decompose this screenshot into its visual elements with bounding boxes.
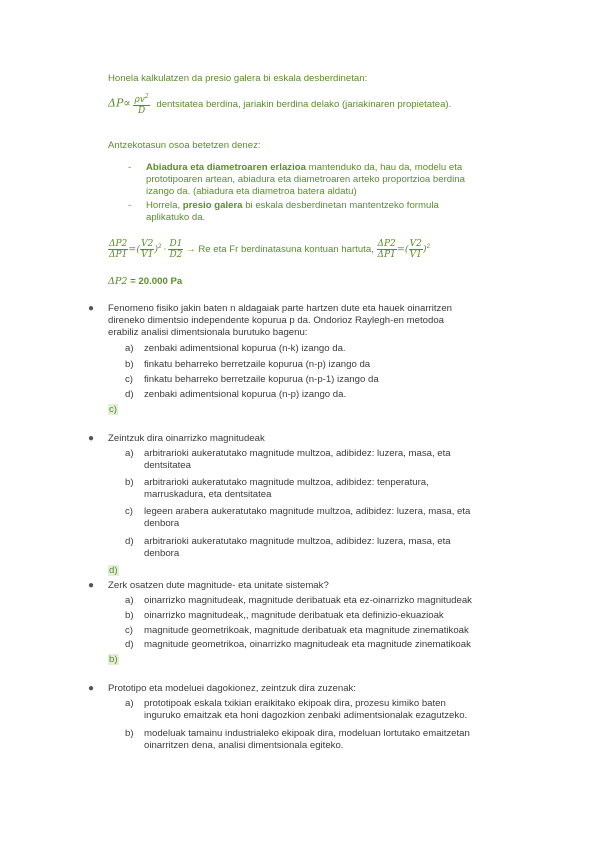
- dash-2: -: [128, 200, 132, 211]
- formula-lhs: ΔP∝: [108, 96, 131, 110]
- formula-similarity-text: → Re eta Fr berdinatasuna kontuan hartuta,: [186, 244, 374, 256]
- dash-item-2-line-2: aplikatuko da.: [146, 212, 206, 223]
- q1-line-3: erabiliz analisi dimentsionala burutuko bagenu:: [108, 327, 308, 338]
- formula-pressure-drop: [108, 92, 451, 116]
- dash-item-2-pre: Horrela,: [146, 200, 183, 211]
- dash-1: -: [128, 162, 132, 173]
- frac-v2-v1: $\frac{V2}{V1}$: [141, 239, 154, 260]
- question-3-text: Zerk osatzen dute magnitude- eta unitate sistemak?: [108, 580, 329, 591]
- frac-v2-v1-b: $\frac{V2}{V1}$: [409, 239, 422, 260]
- formula-numerator: ρv: [134, 95, 145, 105]
- question-1-text: [108, 303, 528, 339]
- dash-item-1-line-3: izango da. (abiadura eta diametroa batera aldatu): [146, 186, 357, 197]
- dash-item-2: [146, 200, 526, 224]
- frac-dp2-dp1-b: $\frac{\Delta P2}{\Delta P1}$: [377, 239, 396, 260]
- q1-answer: c): [109, 404, 117, 415]
- frac-d1-d2: $\frac{D1}{D2}$: [169, 239, 183, 260]
- dash-item-1-line-2: prototipoaren artean, abiadura eta diametroaren arteko proportzioa berdina: [146, 174, 465, 185]
- q3-answer: b): [109, 654, 118, 665]
- frac-dp2-dp1: $\frac{\Delta P2}{\Delta P1}$: [109, 239, 128, 260]
- bullet-q1: ●: [88, 303, 95, 314]
- dash-item-2-line-1: bi eskala desberdinetan mantentzeko formula: [242, 200, 439, 211]
- bullet-q3: ●: [88, 580, 95, 591]
- result: [108, 276, 182, 288]
- formula-explanation: dentsitatea berdina, jariakin berdina delako (jariakinaren propietatea).: [156, 98, 452, 110]
- bullet-q2: ●: [88, 433, 95, 444]
- formula-fraction: [133, 92, 149, 116]
- formula-denominator: D: [137, 106, 146, 116]
- intro-line-2: Antzekotasun osoa betetzen denez:: [108, 140, 261, 151]
- q1-line-2: direneko dimentsio independente kopurua p da. Ondorioz Raylegh-en metodoa: [108, 315, 445, 326]
- result-lhs: ΔP2: [108, 276, 128, 287]
- q2-answer: d): [109, 565, 118, 576]
- dash-item-2-bold: presio galera: [182, 200, 243, 211]
- formula-exponent: 2: [144, 93, 149, 100]
- dash-item-1-bold: Abiadura eta diametroaren erlazioa: [146, 162, 306, 173]
- bullet-q4: ●: [88, 683, 95, 694]
- intro-line-1: Honela kalkulatzen da presio galera bi eskala desberdinetan:: [108, 73, 368, 84]
- q1-line-1: Fenomeno fisiko jakin baten n aldagaiak parte hartzen dute eta hauek oinarritzen: [108, 303, 452, 314]
- dash-item-1-line-1: mantenduko da, hau da, modelu eta: [305, 162, 463, 173]
- question-2-text: Zeintzuk dira oinarrizko magnitudeak: [108, 433, 265, 444]
- formula-similarity: $\frac{\Delta P2}{\Delta P1}$ =( $\frac{V2}{V1}$ )$^2$ · $\frac{D1}{D2}$ → Re eta Fr berdinatasuna kontuan hartuta, $\frac{\Delta P2}{\Delta P1}$ =( $\frac{V2}{V1}$ )$^2$: [109, 239, 430, 260]
- dash-item-1: [146, 162, 526, 198]
- result-value: = 20.000 Pa: [127, 276, 183, 287]
- question-4-text: Prototipo eta modeluei dagokionez, zeintzuk dira zuzenak:: [108, 683, 356, 694]
